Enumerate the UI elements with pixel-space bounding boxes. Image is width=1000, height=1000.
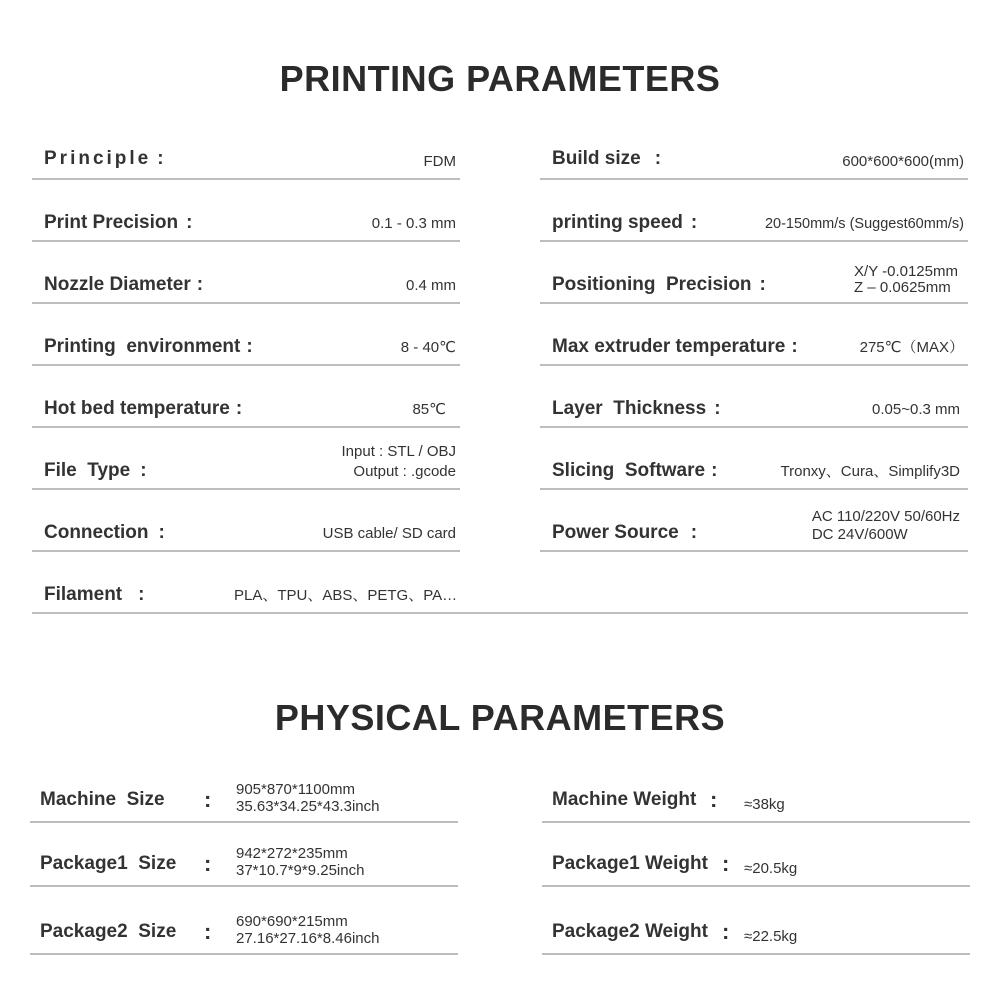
- spec-row-hot-bed-temperature: [32, 368, 460, 428]
- spec-value: USB cable/ SD card: [322, 525, 456, 542]
- spec-label: Package1 Weight: [552, 853, 708, 874]
- spec-label: Slicing Software :: [552, 460, 718, 481]
- spec-row-principle: [32, 120, 460, 180]
- printing-parameters-title: PRINTING PARAMETERS: [279, 58, 721, 99]
- spec-colon: :: [710, 787, 718, 812]
- spec-row-layer-thickness: [540, 368, 968, 428]
- spec-value: 8 - 40℃: [400, 339, 456, 356]
- spec-label: Package2 Weight: [552, 921, 708, 942]
- spec-row-package2-weight: [542, 893, 970, 955]
- spec-label: Printing environment :: [44, 336, 253, 357]
- spec-value: PLA、TPU、ABS、PETG、PA…: [234, 587, 458, 604]
- spec-label: Print Precision :: [44, 212, 193, 233]
- spec-label: Connection :: [44, 522, 165, 543]
- spec-colon: :: [722, 919, 730, 944]
- spec-value: Tronxy、Cura、Simplify3D: [780, 463, 960, 480]
- spec-label: Layer Thickness :: [552, 398, 721, 419]
- spec-row-filament: [32, 554, 968, 614]
- spec-value: 0.4 mm: [405, 277, 456, 294]
- spec-row-positioning-precision: [540, 244, 968, 304]
- spec-label: Max extruder temperature :: [552, 336, 798, 357]
- spec-label: Package1 Size: [40, 853, 177, 874]
- spec-label: Nozzle Diameter :: [44, 274, 204, 295]
- spec-value: 275℃（MAX）: [859, 339, 964, 356]
- spec-value: 690*690*215mm 27.16*27.16*8.46inch: [236, 913, 380, 947]
- spec-colon: :: [204, 919, 212, 944]
- spec-value: 600*600*600(mm): [842, 153, 964, 170]
- spec-label: Machine Size: [40, 789, 165, 810]
- spec-value: ≈38kg: [744, 796, 785, 813]
- spec-row-package2-size: [30, 893, 458, 955]
- spec-value: 0.05~0.3 mm: [872, 401, 960, 418]
- spec-label: File Type :: [44, 460, 147, 481]
- spec-label: Filament :: [44, 584, 145, 605]
- spec-row-connection: [32, 492, 460, 552]
- spec-value: 905*870*1100mm 35.63*34.25*43.3inch: [236, 781, 380, 815]
- spec-value: 942*272*235mm 37*10.7*9*9.25inch: [236, 845, 365, 879]
- spec-value: X/Y -0.0125mm Z – 0.0625mm: [854, 263, 958, 296]
- spec-colon: :: [204, 787, 212, 812]
- spec-row-package1-size: [30, 825, 458, 887]
- spec-row-power-source: [540, 492, 968, 552]
- spec-row-max-extruder-temperature: [540, 306, 968, 366]
- spec-value: AC 110/220V 50/60Hz DC 24V/600W: [811, 508, 960, 543]
- spec-value: 20-150mm/s (Suggest60mm/s): [764, 216, 964, 232]
- spec-row-file-type: [32, 430, 460, 490]
- spec-label: Package2 Size: [40, 921, 177, 942]
- spec-value: FDM: [423, 153, 456, 170]
- spec-row-print-precision: [32, 182, 460, 242]
- spec-label: Positioning Precision :: [552, 274, 766, 295]
- spec-colon: :: [204, 851, 212, 876]
- spec-row-printing-environment: [32, 306, 460, 366]
- spec-row-build-size: [540, 120, 968, 180]
- spec-row-nozzle-diameter: [32, 244, 460, 304]
- spec-value: 0.1 - 0.3 mm: [371, 215, 456, 232]
- spec-value: ≈20.5kg: [744, 860, 798, 877]
- spec-row-machine-weight: [542, 761, 970, 823]
- physical-parameters-title: PHYSICAL PARAMETERS: [274, 697, 726, 738]
- spec-value: 85℃: [412, 401, 446, 418]
- spec-row-machine-size: [30, 761, 458, 823]
- spec-label: Build size :: [552, 148, 662, 169]
- spec-label: Power Source :: [552, 522, 698, 543]
- spec-value: ≈22.5kg: [744, 928, 798, 945]
- spec-row-printing-speed: [540, 182, 968, 242]
- spec-value: Input : STL / OBJ Output : .gcode: [341, 443, 456, 480]
- spec-label: Principle :: [44, 148, 164, 169]
- spec-label: Hot bed temperature :: [44, 398, 243, 419]
- spec-label: printing speed :: [552, 212, 698, 233]
- spec-row-slicing-software: [540, 430, 968, 490]
- spec-colon: :: [722, 851, 730, 876]
- spec-label: Machine Weight: [552, 789, 697, 810]
- spec-row-package1-weight: [542, 825, 970, 887]
